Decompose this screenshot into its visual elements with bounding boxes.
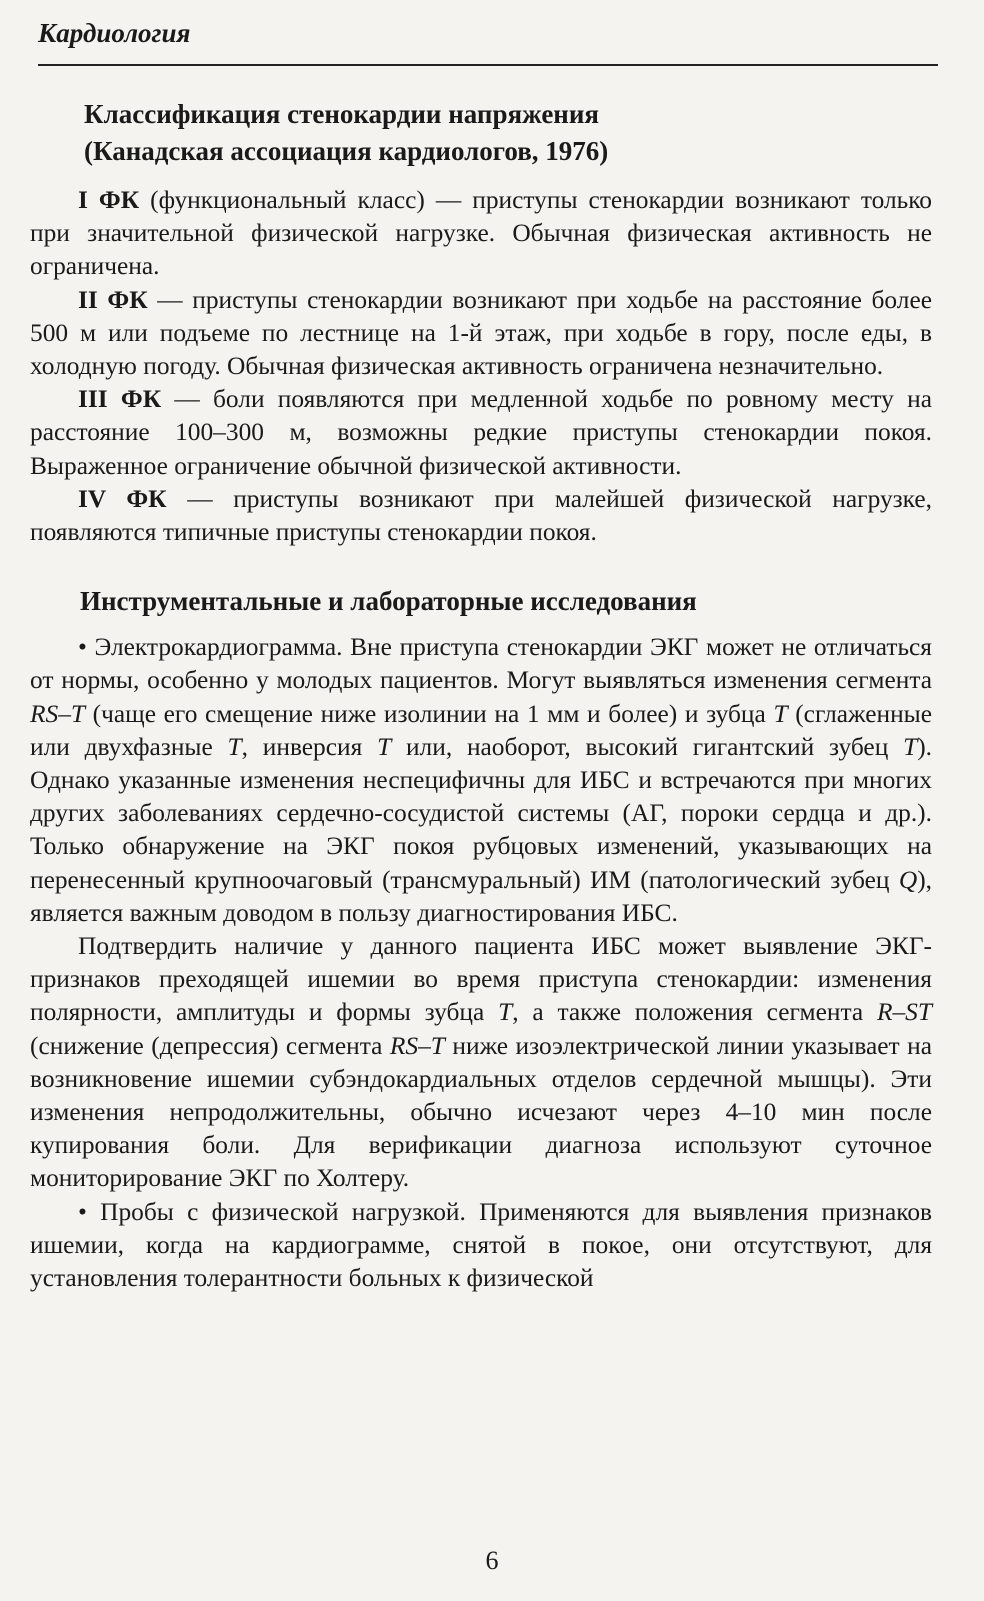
wave-label: T: [227, 732, 242, 761]
class-paragraph-4: [30, 483, 932, 549]
text-run: (сглаженные или двухфазные: [30, 699, 932, 761]
text-run: (чаще его смещение ниже изолинии на 1 мм и более) и зубца: [85, 699, 774, 728]
class-paragraph-3: [30, 383, 932, 483]
wave-label: T: [498, 998, 513, 1027]
segment-label: RS–T: [30, 699, 86, 728]
ischemia-paragraph: [30, 930, 932, 1196]
wave-label: T: [377, 732, 392, 761]
class-term: I ФК: [78, 186, 140, 214]
class-paragraph-2: [30, 284, 932, 384]
class-term: III ФК: [78, 385, 162, 414]
ecg-paragraph: [30, 631, 932, 930]
class-term: IV ФК: [78, 484, 167, 513]
segment-label: RS–T: [389, 1031, 445, 1060]
text-run: , инверсия: [241, 732, 378, 761]
text-run: • Электрокардиограмма. Вне приступа стенокардии ЭКГ может не отличаться от нормы, особенно у молодых пациентов. Могут выявляться изменения сегмента: [30, 633, 932, 695]
wave-label: T: [903, 732, 918, 761]
section-title-diagnostics: Инструментальные и лабораторные исследования: [80, 586, 697, 617]
class-text: (функциональный класс) — приступы стенокардии возникают только при значительной физической нагрузке. Обычная физическая активность не ограничена.: [30, 186, 932, 281]
text-run: Подтвердить наличие у данного пациента ИБС может выявление ЭКГ-признаков преходящей ишемии во время приступа стенокардии: изменения полярности, амплитуды и формы зубца: [30, 932, 932, 1027]
segment-label: R–ST: [876, 998, 932, 1027]
title-line-2: (Канадская ассоциация кардиологов, 1976): [84, 136, 609, 166]
text-run: или, наоборот, высокий гигантский зубец: [391, 732, 904, 761]
wave-label: T: [773, 699, 788, 728]
wave-label: Q: [898, 865, 918, 894]
text-run: , а также положения сегмента: [512, 998, 877, 1027]
text-run: ), является важным доводом в пользу диагностирования ИБС.: [30, 865, 932, 927]
page-number: 6: [485, 1546, 499, 1575]
section-title-classification: [84, 96, 932, 170]
class-term: II ФК: [78, 285, 148, 314]
title-line-1: Классификация стенокардии напряжения: [84, 99, 600, 129]
class-paragraph-1: [30, 184, 932, 284]
text-run: (снижение (депрессия) сегмента: [30, 1031, 390, 1060]
running-head: Кардиология: [38, 18, 191, 48]
class-text: — приступы возникают при малейшей физической нагрузке, появляются типичные приступы стенокардии покоя.: [30, 484, 932, 547]
page-body: [30, 96, 932, 1295]
class-text: — приступы стенокардии возникают при ходьбе на расстояние более 500 м или подъеме по лестнице на 1-й этаж, при ходьбе в гору, после еды, в холодную погоду. Обычная физическая активность ограничена незначительно.: [30, 285, 932, 381]
class-text: — боли появляются при медленной ходьбе по ровному месту на расстояние 100–300 м, возможны редкие приступы стенокардии покоя. Выраженное ограничение обычной физической активности.: [30, 385, 932, 480]
text-run: ). Однако указанные изменения неспецифичны для ИБС и встречаются при многих других заболеваниях сердечно-сосудистой системы (АГ, пороки сердца и др.). Только обнаружение на ЭКГ покоя рубцовых изменений, указывающих на перенесенный крупноочаговый (трансмуральный) ИМ (патологический зубец: [30, 732, 933, 894]
text-run: ниже изоэлектрической линии указывает на возникновение ишемии субэндокардиальных отделов сердечной мышцы). Эти изменения непродолжительны, обычно исчезают через 4–10 мин после купирования боли. Для верификации диагноза используют суточное мониторирование ЭКГ по Холтеру.: [30, 1031, 932, 1193]
stress-test-paragraph: • Пробы с физической нагрузкой. Применяются для выявления признаков ишемии, когда на кардиограмме, снятой в покое, они отсутствуют, для установления толерантности больных к физической: [30, 1197, 932, 1293]
header-rule: [38, 64, 938, 66]
